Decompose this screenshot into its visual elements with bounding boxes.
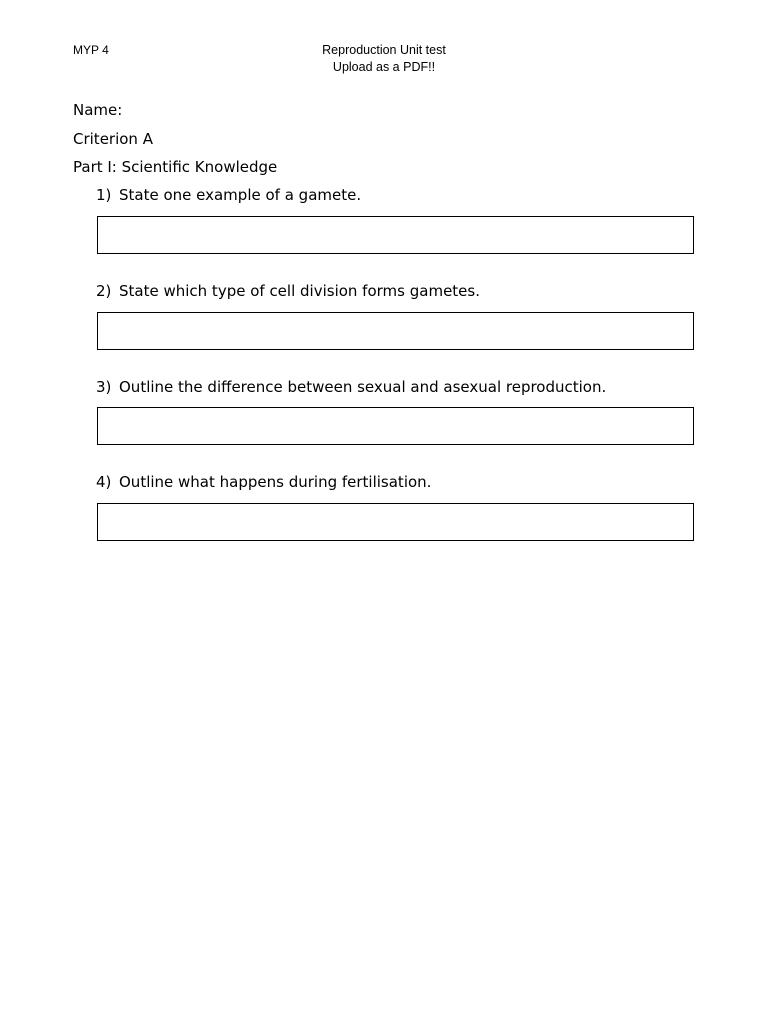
document-header bbox=[234, 42, 534, 76]
answer-box-4[interactable] bbox=[97, 503, 694, 541]
answer-box-3[interactable] bbox=[97, 407, 694, 445]
question-1-text: State one example of a gamete. bbox=[119, 186, 362, 204]
question-2-number: 2) bbox=[96, 282, 112, 300]
answer-box-2[interactable] bbox=[97, 312, 694, 350]
question-4-text: Outline what happens during fertilisation. bbox=[119, 473, 432, 491]
question-1 bbox=[96, 186, 361, 204]
part-heading: Part I: Scientific Knowledge bbox=[73, 158, 278, 176]
upload-instruction: Upload as a PDF!! bbox=[332, 60, 436, 74]
answer-box-1[interactable] bbox=[97, 216, 694, 254]
question-2-text: State which type of cell division forms gametes. bbox=[119, 282, 480, 300]
question-3-text: Outline the difference between sexual and asexual reproduction. bbox=[119, 378, 607, 396]
question-4 bbox=[96, 473, 431, 491]
question-1-number: 1) bbox=[96, 186, 112, 204]
question-3 bbox=[96, 378, 606, 396]
name-label: Name: bbox=[73, 101, 123, 119]
criterion-heading: Criterion A bbox=[73, 130, 153, 148]
question-4-number: 4) bbox=[96, 473, 112, 491]
question-2 bbox=[96, 282, 480, 300]
question-3-number: 3) bbox=[96, 378, 112, 396]
course-label: MYP 4 bbox=[73, 43, 109, 57]
document-title: Reproduction Unit test bbox=[322, 43, 446, 57]
